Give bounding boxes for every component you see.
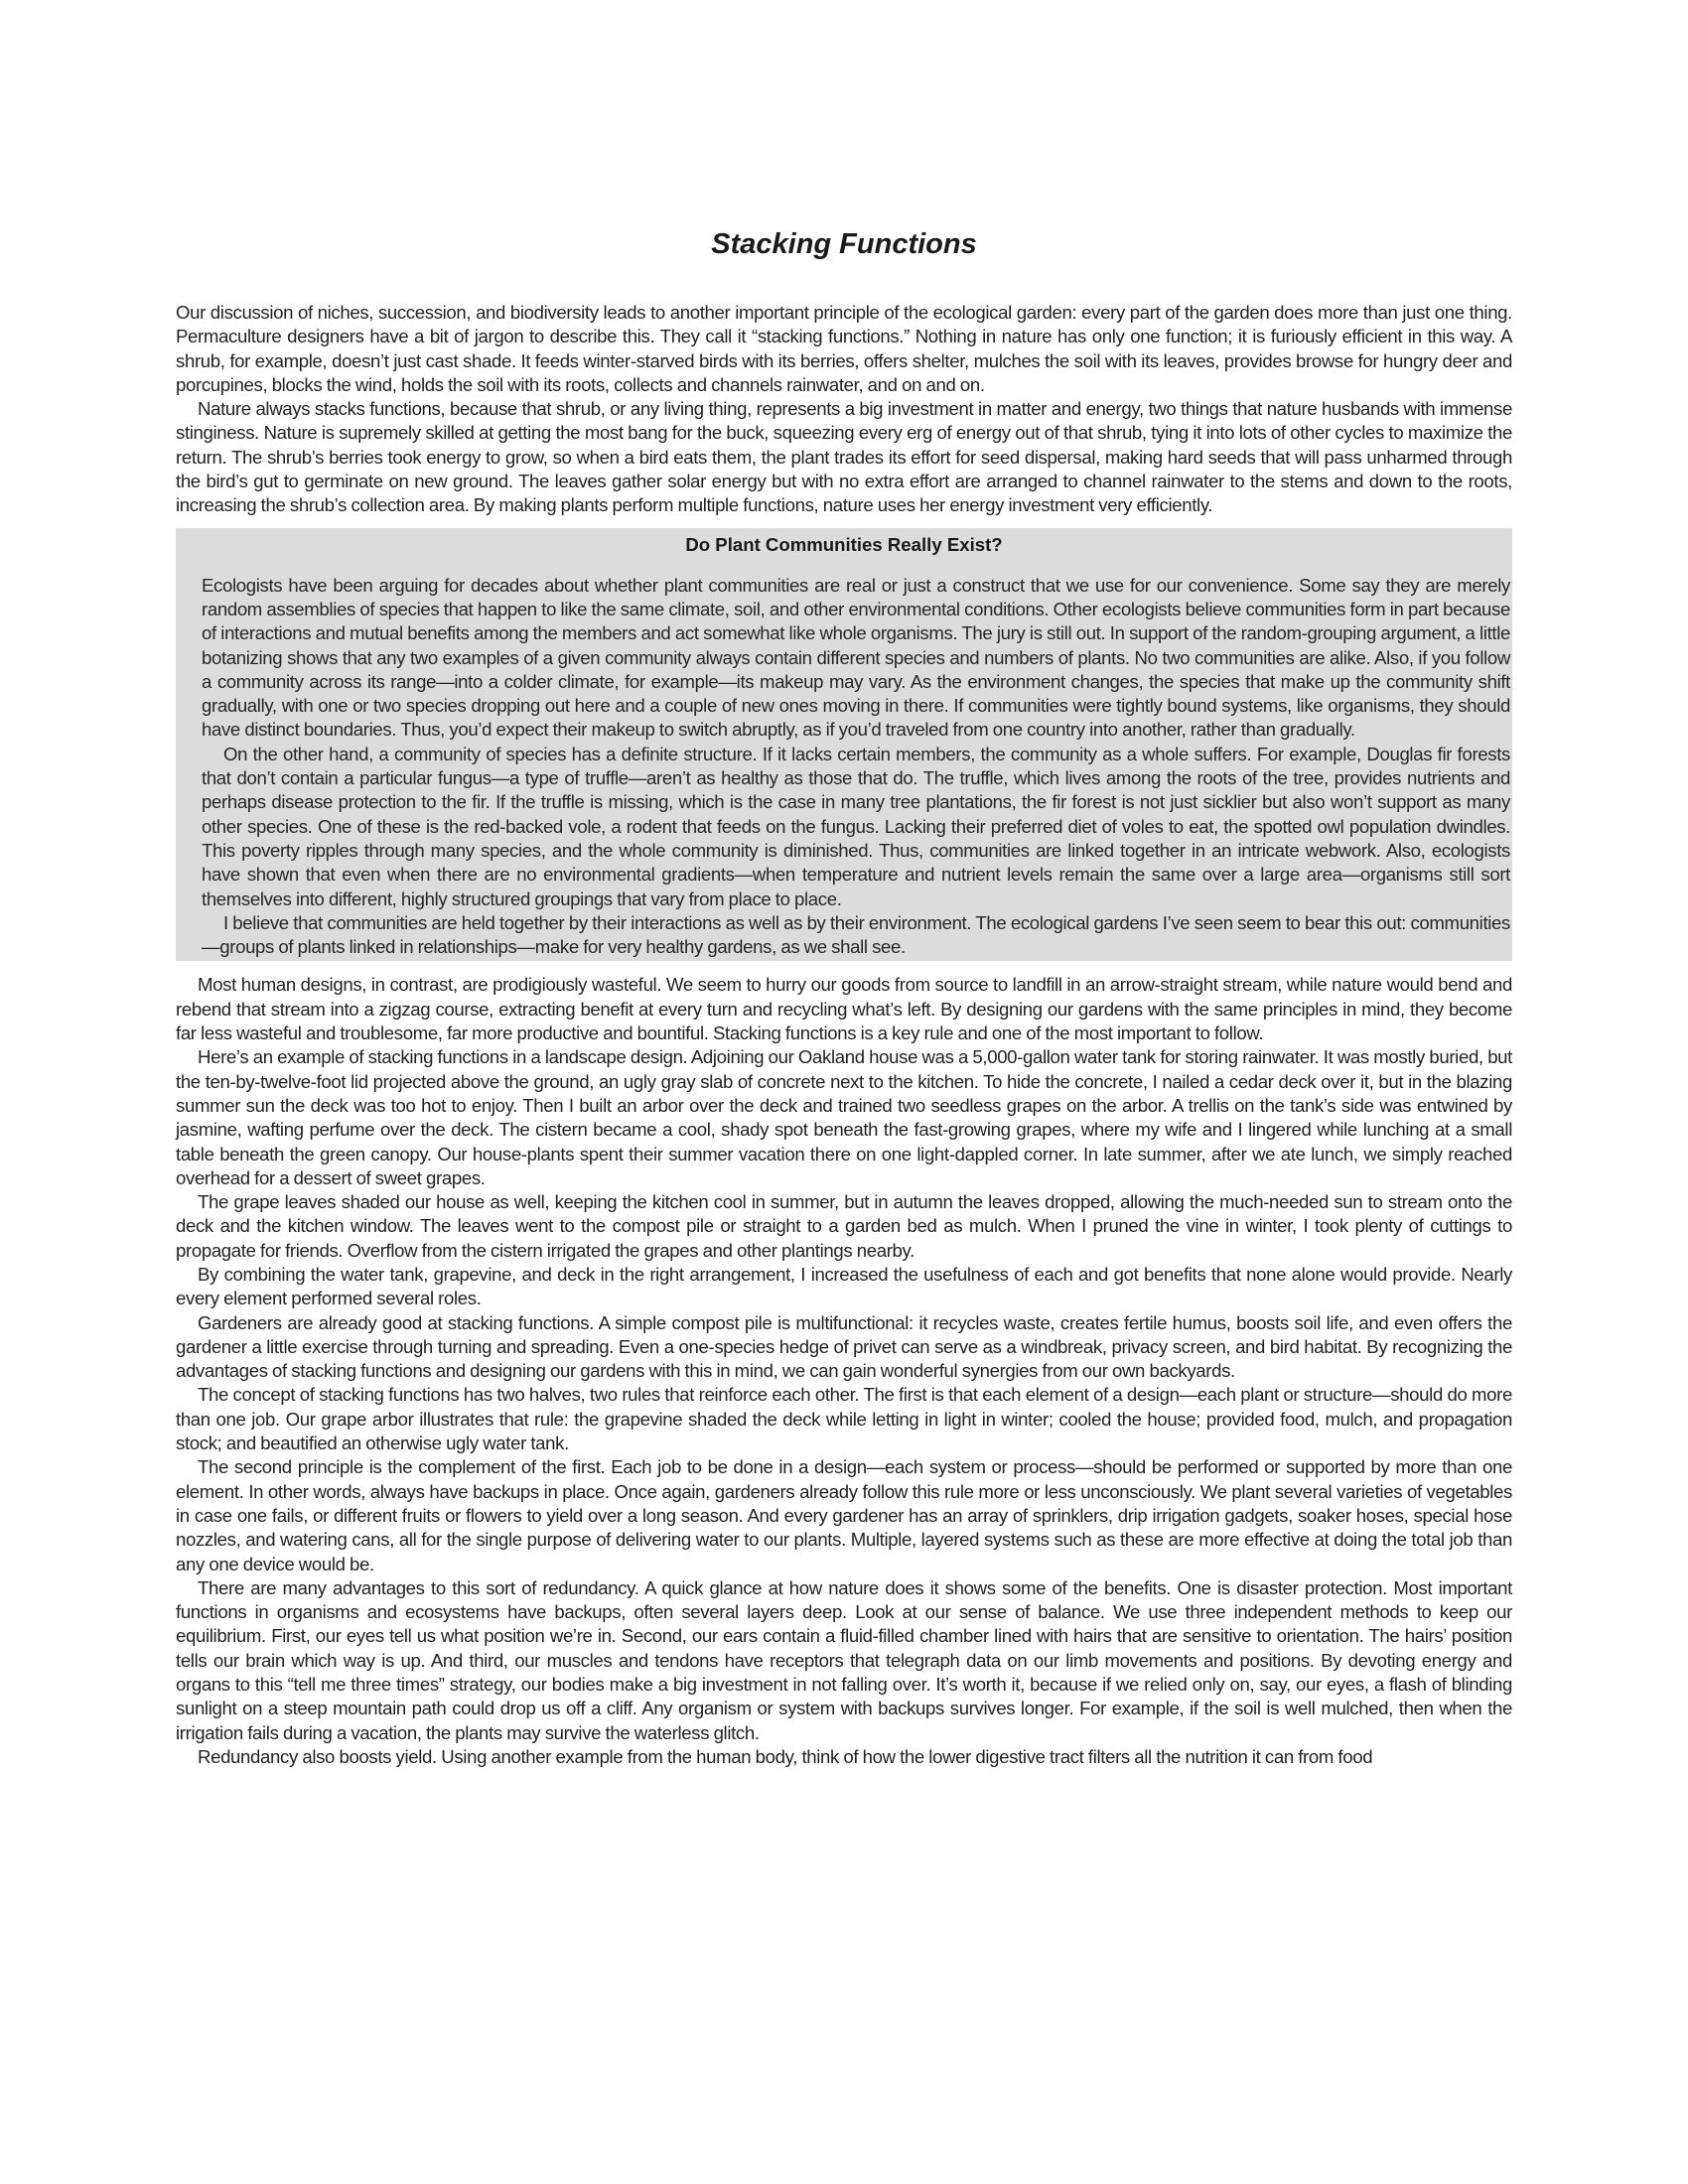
sidebar-title: Do Plant Communities Really Exist? <box>685 533 1003 555</box>
body-paragraph: There are many advantages to this sort of redundancy. A quick glance at how nature does it shows some of the benefits. One is disaster protection. Most important functions in organisms and ecosystems have backups, often several layers deep. Look at our sense of balance. We use three independent methods to keep our equilibrium. First, our eyes tell us what position we’re in. Second, our ears contain a fluid-filled chamber lined with hairs that are sensitive to orientation. The hairs’ position tells our brain which way is up. And third, our muscles and tendons have receptors that telegraph data on our limb movements and positions. By devoting energy and organs to this “tell me three times” strategy, our bodies make a big investment in not falling over. It’s worth it, because if we relied only on, say, our eyes, a flash of blinding sunlight on a steep mountain path could drop us off a cliff. Any organism or system with backups survives longer. For example, if the soil is well mulched, then when the irrigation fails during a vacation, the plants may survive the waterless glitch. <box>176 1576 1512 1743</box>
body-paragraph: The grape leaves shaded our house as well, keeping the kitchen cool in summer, but in autumn the leaves dropped, allowing the much-needed sun to stream onto the deck and the kitchen window. The leaves went to the compost pile or straight to a garden bed as mulch. When I pruned the vine in winter, I took plenty of cuttings to propagate for friends. Overflow from the cistern irrigated the grapes and other plantings nearby. <box>176 1191 1512 1261</box>
sidebar-paragraph: On the other hand, a community of species has a definite structure. If it lacks certain members, the community as a whole suffers. For example, Douglas fir forests that don’t contain a particular fungus—a type of truffle—aren’t as healthy as those that do. The truffle, which lives among the roots of the tree, provides nutrients and perhaps disease protection to the fir. If the truffle is missing, which is the case in many tree plantations, the fir forest is not just sicklier but also won’t support as many other species. One of these is the red-backed vole, a rodent that feeds on the fungus. Lacking their preferred diet of voles to eat, the spotted owl population dwindles. This poverty ripples through many species, and the whole community is diminished. Thus, communities are linked together in an intricate webwork. Also, ecologists have shown that even when there are no environmental gradients—when temperature and nutrient levels remain the same over a large area—organisms still sort themselves into different, highly structured groupings that vary from place to place. <box>202 743 1510 909</box>
intro-paragraph: Our discussion of niches, succession, and biodiversity leads to another important principle of the ecological garden: every part of the garden does more than just one thing. Permaculture designers have a bit of jargon to describe this. They call it “stacking functions.” Nothing in nature has only one function; it is furiously efficient in this way. A shrub, for example, doesn’t just cast shade. It feeds winter-starved birds with its berries, offers shelter, mulches the soil with its leaves, provides browse for hungry deer and porcupines, blocks the wind, holds the soil with its roots, collects and channels rainwater, and on and on. <box>176 302 1512 395</box>
body-text <box>176 973 1512 1769</box>
body-paragraph: The concept of stacking functions has two halves, two rules that reinforce each other. The first is that each element of a design—each plant or structure—should do more than one job. Our grape arbor illustrates that rule: the grapevine shaded the deck while letting in light in winter; cooled the house; provided food, mulch, and propagation stock; and beautified an otherwise ugly water tank. <box>176 1384 1512 1454</box>
page-title: Stacking Functions <box>711 228 977 260</box>
body-paragraph: By combining the water tank, grapevine, and deck in the right arrangement, I increased the usefulness of each and got benefits that none alone would provide. Nearly every element performed several roles. <box>176 1263 1512 1309</box>
sidebar-box <box>176 528 1512 962</box>
body-paragraph: Here’s an example of stacking functions in a landscape design. Adjoining our Oakland house was a 5,000-gallon water tank for storing rainwater. It was mostly buried, but the ten-by-twelve-foot lid projected above the ground, an ugly gray slab of concrete next to the kitchen. To hide the concrete, I nailed a cedar deck over it, but in the blazing summer sun the deck was too hot to enjoy. Then I built an arbor over the deck and trained two seedless grapes on the arbor. A trellis on the tank’s side was entwined by jasmine, wafting perfume over the deck. The cistern became a cool, shady spot beneath the fast-growing grapes, where my wife and I lingered while lunching at a small table beneath the green canopy. Our house-plants spent their summer vacation there on one light-dappled corner. In late summer, after we ate lunch, we simply reached overhead for a dessert of sweet grapes. <box>176 1046 1512 1188</box>
body-paragraph: The second principle is the complement of the first. Each job to be done in a design—each system or process—should be performed or supported by more than one element. In other words, always have backups in place. Once again, gardeners already follow this rule more or less unconsciously. We plant several varieties of vegetables in case one fails, or different fruits or flowers to yield over a long season. And every gardener has an array of sprinklers, drip irrigation gadgets, soaker hoses, special hose nozzles, and watering cans, all for the single purpose of delivering water to our plants. Multiple, layered systems such as these are more effective at doing the total job than any one device would be. <box>176 1456 1512 1574</box>
body-paragraph: Most human designs, in contrast, are prodigiously wasteful. We seem to hurry our goods from source to landfill in an arrow-straight stream, while nature would bend and rebend that stream into a zigzag course, extracting benefit at every turn and recycling what’s left. By designing our gardens with the same principles in mind, they become far less wasteful and troublesome, far more productive and bountiful. Stacking functions is a key rule and one of the most important to follow. <box>176 974 1512 1044</box>
body-paragraph: Redundancy also boosts yield. Using another example from the human body, think of how the lower digestive tract filters all the nutrition it can from food <box>198 1745 1373 1767</box>
sidebar-paragraph: I believe that communities are held together by their interactions as well as by their environment. The ecological gardens I’ve seen seem to bear this out: communities—groups of plants linked in relationships—make for very healthy gardens, as we shall see. <box>202 911 1510 958</box>
intro-paragraph: Nature always stacks functions, because that shrub, or any living thing, represents a big investment in matter and energy, two things that nature husbands with immense stinginess. Nature is supremely skilled at getting the most bang for the buck, squeezing every erg of energy out of that shrub, tying it into lots of other cycles to maximize the return. The shrub’s berries took energy to grow, so when a bird eats them, the plant trades its effort for seed dispersal, making hard seeds that will pass unharmed through the bird’s gut to germinate on new ground. The leaves gather solar energy but with no extra effort are arranged to channel rainwater to the stems and down to the roots, increasing the shrub’s collection area. By making plants perform multiple functions, nature uses her energy investment very efficiently. <box>176 398 1512 516</box>
body-paragraph: Gardeners are already good at stacking functions. A simple compost pile is multifunctional: it recycles waste, creates fertile humus, boosts soil life, and even offers the gardener a little exercise through turning and spreading. Even a one-species hedge of privet can serve as a windbreak, privacy screen, and bird habitat. By recognizing the advantages of stacking functions and designing our gardens with this in mind, we can gain wonderful synergies from our own backyards. <box>176 1311 1512 1382</box>
sidebar-paragraph: Ecologists have been arguing for decades about whether plant communities are real or just a construct that we use for our convenience. Some say they are merely random assemblies of species that happen to like the same climate, soil, and other environmental conditions. Other ecologists believe communities form in part because of interactions and mutual benefits among the members and act somewhat like whole organisms. The jury is still out. In support of the random-grouping argument, a little botanizing shows that any two examples of a given community always contain different species and numbers of plants. No two communities are alike. Also, if you follow a community across its range—into a colder climate, for example—its makeup may vary. As the environment changes, the species that make up the community shift gradually, with one or two species dropping out here and a couple of new ones moving in there. If communities were tightly bound systems, like organisms, they should have distinct boundaries. Thus, you’d expect their makeup to switch abruptly, as if you’d traveled from one country into another, rather than gradually. <box>202 574 1510 741</box>
document-page <box>176 220 1512 1769</box>
